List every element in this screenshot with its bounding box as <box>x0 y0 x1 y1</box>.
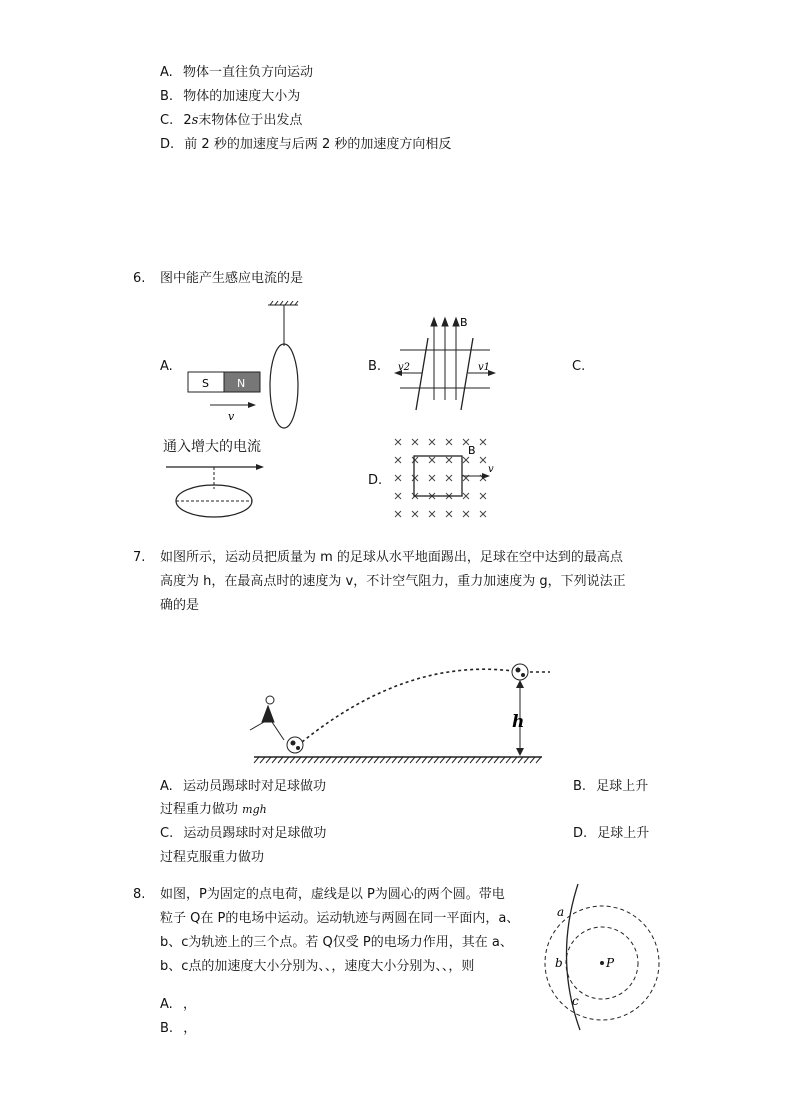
label-p: P <box>606 956 615 970</box>
option-text: 过程重力做功 <box>160 802 243 817</box>
q8-figure <box>540 878 670 1033</box>
velocity-label: v <box>488 464 494 475</box>
q5-option-a <box>160 64 313 82</box>
q7-stem-line-3: 确的是 <box>160 598 200 613</box>
field-b-label: B <box>460 316 468 329</box>
velocity-label: v <box>228 410 235 423</box>
option-text: ， <box>183 1021 197 1036</box>
q7-stem-line-1: 如图所示，运动员把质量为 m 的足球从水平地面踢出，足球在空中达到的最高点 <box>160 550 623 565</box>
magnet-s-label: S <box>202 377 209 390</box>
q7-option-d <box>573 825 649 843</box>
soccer-ball-ground-icon <box>287 737 303 753</box>
arrow-head-icon <box>516 680 524 688</box>
q7-number: 7. <box>133 550 146 565</box>
label-c: c <box>572 994 579 1008</box>
q5-option-c <box>160 112 302 130</box>
field-b-label: B <box>468 444 476 457</box>
player-figure <box>250 696 284 740</box>
q7-option-d-cont: 过程克服重力做功 <box>160 850 265 865</box>
ground-hatch <box>254 757 541 763</box>
arrow-head-icon <box>248 402 256 408</box>
option-math: mgh <box>242 803 267 816</box>
height-label: h <box>512 712 525 732</box>
q6-figure-c <box>160 455 270 525</box>
q6-label-a: A. <box>160 359 173 374</box>
ceiling-hatch <box>268 301 298 305</box>
q6-label-b: B. <box>368 359 382 374</box>
sliding-bar-right <box>461 338 473 410</box>
option-text: ， <box>182 997 196 1012</box>
q7-option-b <box>573 778 648 796</box>
q7-option-c <box>160 825 326 843</box>
option-text: 物体的加速度大小为 <box>183 89 301 104</box>
option-text: 运动员踢球时对足球做功 <box>183 826 327 841</box>
point-charge-p <box>600 961 604 965</box>
q5-option-d <box>160 136 451 154</box>
q8-stem-line-2: 粒子 Q在 P的电场中运动。运动轨迹与两圆在同一平面内，a、 <box>160 911 520 926</box>
q5-option-b <box>160 88 300 106</box>
option-text: 末物体位于出发点 <box>198 113 303 128</box>
option-letter: A. <box>160 65 173 80</box>
option-letter: D. <box>573 826 588 841</box>
option-letter: C. <box>160 113 174 128</box>
v2-label: v2 <box>398 362 411 373</box>
label-a: a <box>557 905 565 919</box>
q7-stem-line-2: 高度为 h，在最高点时的速度为 v，不计空气阻力，重力加速度为 g，下列说法正 <box>160 574 626 589</box>
q8-stem-line-1: 如图，P为固定的点电荷，虚线是以 P为圆心的两个圆。带电 <box>160 887 505 902</box>
option-num: 2 <box>183 113 192 128</box>
option-letter: A. <box>160 779 173 794</box>
option-letter: B. <box>160 89 174 104</box>
option-unit: s <box>191 113 199 128</box>
q6-fig-c-caption: 通入增大的电流 <box>163 439 261 455</box>
q6-figure-d <box>390 432 505 527</box>
option-letter: C. <box>160 826 174 841</box>
q6-figure-b <box>390 312 500 412</box>
option-letter: B. <box>160 1021 174 1036</box>
q6-label-c: C. <box>572 359 586 374</box>
q7-option-b-cont <box>160 801 267 819</box>
q8-stem-line-3: b、c为轨迹上的三个点。若 Q仅受 P的电场力作用，其在 a、 <box>160 935 513 950</box>
option-letter: A. <box>160 997 173 1012</box>
option-text: 运动员踢球时对足球做功 <box>182 779 326 794</box>
option-letter: B. <box>573 779 587 794</box>
q6-stem: 图中能产生感应电流的是 <box>160 271 304 286</box>
particle-trajectory <box>566 884 580 1030</box>
soccer-ball-top-icon <box>512 664 528 680</box>
q7-option-a <box>160 778 326 796</box>
q6-number: 6. <box>133 271 146 286</box>
option-text: 前 2 秒的加速度与后两 2 秒的加速度方向相反 <box>184 137 452 152</box>
q6-label-d: D. <box>368 473 383 488</box>
label-b: b <box>555 956 563 970</box>
option-letter: D. <box>160 137 175 152</box>
q7-figure <box>240 660 550 772</box>
sliding-bar-left <box>416 338 428 410</box>
q8-number: 8. <box>133 887 146 902</box>
wire-frame <box>414 456 462 496</box>
magnet-n-label: N <box>237 377 246 390</box>
q6-figure-a <box>180 300 320 430</box>
v1-label: v1 <box>478 362 491 373</box>
q8-option-b <box>160 1020 196 1038</box>
q8-option-a <box>160 996 196 1014</box>
arrow-head-icon <box>516 748 524 756</box>
current-arrow-icon <box>256 464 264 470</box>
conducting-ring <box>270 344 298 428</box>
option-text: 物体一直往负方向运动 <box>182 65 313 80</box>
q8-stem-line-4: b、c点的加速度大小分别为、、，速度大小分别为、、，则 <box>160 959 475 974</box>
option-text: 足球上升 <box>596 779 649 794</box>
option-text: 足球上升 <box>597 826 650 841</box>
